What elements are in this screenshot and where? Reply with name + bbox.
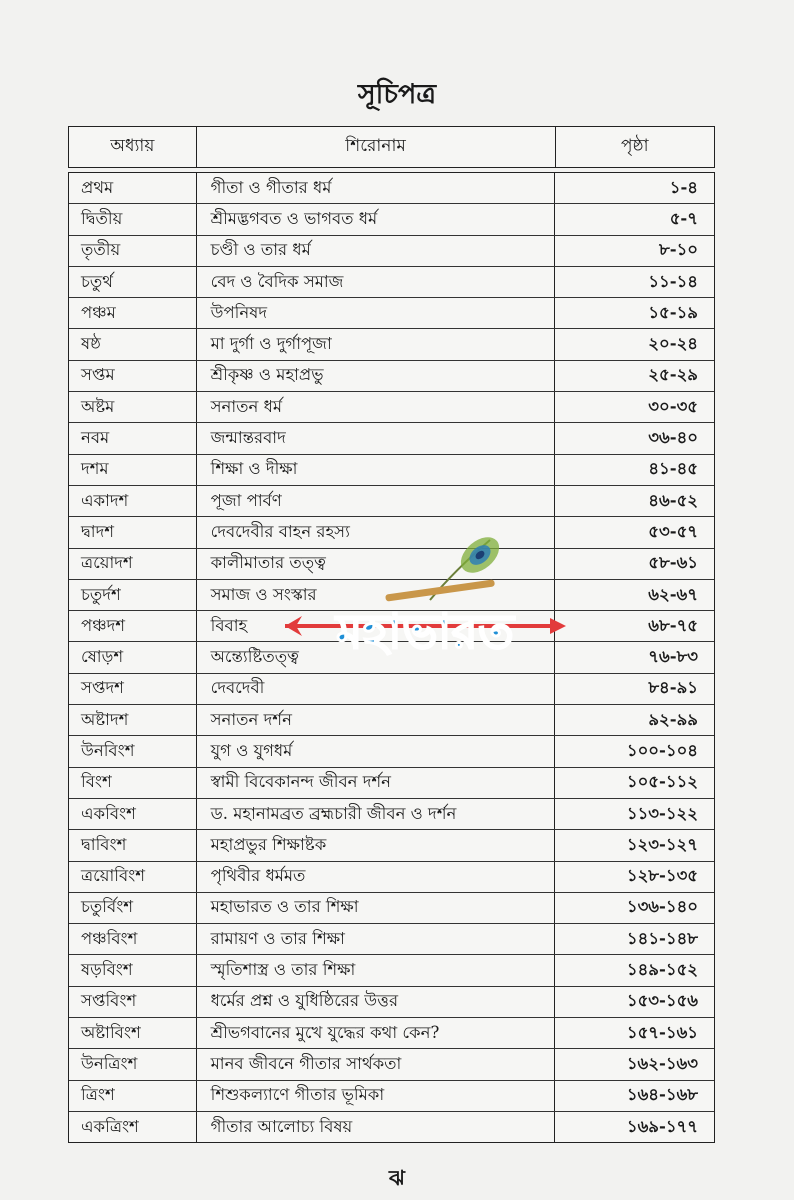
table-row	[69, 923, 714, 954]
chapter-cell: দ্বাবিংশ	[81, 834, 127, 854]
table-row	[69, 767, 714, 798]
table-row	[69, 422, 714, 453]
heading-cell: যুগ ও যুগধর্ম	[196, 736, 555, 766]
heading-cell: কালীমাতার তত্ত্ব	[196, 549, 555, 579]
page-range-cell: ১৪৯-১৫২	[554, 955, 714, 985]
heading-cell: মা দুর্গা ও দুর্গাপূজা	[196, 329, 555, 359]
chapter-cell: উনবিংশ	[81, 740, 135, 760]
page-title: সূচিপত্র	[357, 79, 437, 110]
table-row	[69, 235, 714, 266]
heading-cell: ড. মহানামব্রত ব্রহ্মচারী জীবন ও দর্শন	[196, 799, 555, 829]
chapter-cell: প্রথম	[81, 177, 114, 197]
watermark-text: মহাভারত	[336, 604, 514, 660]
page-range-cell: ৬৮-৭৫	[554, 611, 714, 641]
chapter-cell: পঞ্চবিংশ	[81, 928, 138, 948]
table-row	[69, 1017, 714, 1048]
heading-cell: শিক্ষা ও দীক্ষা	[196, 455, 555, 485]
page-range-cell: ১৬২-১৬৩	[554, 1049, 714, 1079]
heading-cell: উপনিষদ	[196, 298, 555, 328]
heading-cell: জন্মান্তরবাদ	[196, 423, 555, 453]
toc-header	[68, 126, 715, 168]
chapter-cell: পঞ্চদশ	[81, 615, 126, 635]
heading-cell: মানব জীবনে গীতার সার্থকতা	[196, 1049, 555, 1079]
chapter-cell: উনত্রিংশ	[81, 1053, 138, 1073]
chapter-cell: ষষ্ঠ	[81, 334, 101, 354]
page-range-cell: ১১-১৪	[554, 267, 714, 297]
page-range-cell: ১০৫-১১২	[554, 768, 714, 798]
page-range-cell: ১-৪	[554, 173, 714, 203]
heading-cell: গীতার আলোচ্য বিষয়	[196, 1112, 555, 1142]
chapter-cell: তৃতীয়	[81, 240, 121, 260]
page-number-letter: ঝ	[389, 1165, 405, 1190]
table-row	[69, 391, 714, 422]
page-range-cell: ৭৬-৮৩	[554, 642, 714, 672]
page-range-cell: ১৬৯-১৭৭	[554, 1112, 714, 1142]
page-range-cell: ৪১-৪৫	[554, 455, 714, 485]
table-row	[69, 266, 714, 297]
heading-cell: সনাতন দর্শন	[196, 705, 555, 735]
page-range-cell: ৫-৭	[554, 204, 714, 234]
chapter-cell: ত্রিংশ	[81, 1085, 115, 1105]
chapter-cell: পঞ্চম	[81, 302, 116, 322]
toc-body	[68, 172, 715, 1143]
table-row	[69, 1080, 714, 1111]
heading-cell: রামায়ণ ও তার শিক্ষা	[196, 924, 555, 954]
heading-cell: বিবাহ	[196, 611, 555, 641]
page-range-cell: ২৫-২৯	[554, 361, 714, 391]
chapter-cell: অষ্টম	[81, 396, 115, 416]
heading-cell: শ্রীভগবানের মুখে যুদ্ধের কথা কেন?	[196, 1018, 555, 1048]
table-row	[69, 328, 714, 359]
chapter-cell: চতুর্দশ	[81, 584, 121, 604]
chapter-cell: দ্বিতীয়	[81, 208, 123, 228]
page-range-cell: ২০-২৪	[554, 329, 714, 359]
table-row	[69, 297, 714, 328]
chapter-cell: দশম	[81, 459, 109, 479]
page-range-cell: ১৬৪-১৬৮	[554, 1081, 714, 1111]
page-range-cell: ১৩৬-১৪০	[554, 893, 714, 923]
chapter-cell: একবিংশ	[81, 803, 136, 823]
heading-cell: মহাভারত ও তার শিক্ষা	[196, 893, 555, 923]
heading-cell: স্মৃতিশাস্ত্র ও তার শিক্ষা	[196, 955, 555, 985]
table-row	[69, 610, 714, 641]
page-range-cell: ৩৬-৪০	[554, 423, 714, 453]
page-range-cell: ১২৩-১২৭	[554, 830, 714, 860]
heading-cell: শ্রীকৃষ্ণ ও মহাপ্রভু	[196, 361, 555, 391]
chapter-cell: নবম	[81, 428, 110, 448]
heading-cell: পৃথিবীর ধর্মমত	[196, 862, 555, 892]
page-range-cell: ১০০-১০৪	[554, 736, 714, 766]
page-range-cell: ৫৮-৬১	[554, 549, 714, 579]
page-range-cell: ১২৮-১৩৫	[554, 862, 714, 892]
chapter-cell: সপ্তদশ	[81, 678, 124, 698]
chapter-cell: চতুর্থ	[81, 271, 113, 291]
table-row	[69, 861, 714, 892]
heading-cell: অন্ত্যেষ্টিতত্ত্ব	[196, 642, 555, 672]
table-row	[69, 516, 714, 547]
table-row	[69, 454, 714, 485]
page-range-cell: ৬২-৬৭	[554, 580, 714, 610]
chapter-cell: চতুর্বিংশ	[81, 897, 134, 917]
page-range-cell: ১৫৩-১৫৬	[554, 987, 714, 1017]
heading-cell: গীতা ও গীতার ধর্ম	[196, 173, 555, 203]
heading-cell: মহাপ্রভুর শিক্ষাষ্টক	[196, 830, 555, 860]
table-row	[69, 1048, 714, 1079]
page-range-cell: ৮৪-৯১	[554, 674, 714, 704]
heading-cell: বেদ ও বৈদিক সমাজ	[196, 267, 555, 297]
table-row	[69, 704, 714, 735]
page-range-cell: ৩০-৩৫	[554, 392, 714, 422]
table-row	[69, 485, 714, 516]
heading-cell: দেবদেবী	[196, 674, 555, 704]
chapter-cell: বিংশ	[81, 772, 112, 792]
page-range-cell: ১৪১-১৪৮	[554, 924, 714, 954]
chapter-cell: একাদশ	[81, 490, 129, 510]
table-row	[69, 954, 714, 985]
heading-cell: দেবদেবীর বাহন রহস্য	[196, 517, 555, 547]
page-range-cell: ১৫৭-১৬১	[554, 1018, 714, 1048]
page-range-cell: ১১৩-১২২	[554, 799, 714, 829]
heading-cell: শ্রীমদ্ভগবত ও ভাগবত ধর্ম	[196, 204, 555, 234]
heading-cell: চণ্ডী ও তার ধর্ম	[196, 236, 555, 266]
page-range-cell: ১৫-১৯	[554, 298, 714, 328]
chapter-cell: দ্বাদশ	[81, 521, 115, 541]
heading-cell: পূজা পার্বণ	[196, 486, 555, 516]
chapter-cell: অষ্টাদশ	[81, 709, 129, 729]
table-row	[69, 829, 714, 860]
table-row	[69, 735, 714, 766]
table-row	[69, 798, 714, 829]
table-row	[69, 892, 714, 923]
header-chapter: অধ্যায়	[110, 136, 155, 156]
page-range-cell: ৪৬-৫২	[554, 486, 714, 516]
chapter-cell: সপ্তম	[81, 365, 115, 385]
table-row	[69, 986, 714, 1017]
chapter-cell: একত্রিংশ	[81, 1116, 139, 1136]
heading-cell: সনাতন ধর্ম	[196, 392, 555, 422]
heading-cell: সমাজ ও সংস্কার	[196, 580, 555, 610]
chapter-cell: ত্রয়োবিংশ	[81, 866, 146, 886]
table-row	[69, 579, 714, 610]
page-range-cell: ৫৩-৫৭	[554, 517, 714, 547]
chapter-cell: ষড়বিংশ	[81, 960, 133, 980]
heading-cell: স্বামী বিবেকানন্দ জীবন দর্শন	[196, 768, 555, 798]
chapter-cell: অষ্টাবিংশ	[81, 1022, 141, 1042]
header-page: পৃষ্ঠা	[555, 127, 715, 167]
table-row	[69, 548, 714, 579]
table-row	[69, 673, 714, 704]
chapter-cell: ত্রয়োদশ	[81, 553, 133, 573]
header-heading: শিরোনাম	[196, 127, 555, 167]
table-row	[69, 641, 714, 672]
page-range-cell: ৮-১০	[554, 236, 714, 266]
table-row	[69, 173, 714, 203]
table-row	[69, 1111, 714, 1142]
table-row	[69, 360, 714, 391]
chapter-cell: সপ্তবিংশ	[81, 991, 137, 1011]
table-row	[69, 203, 714, 234]
page-range-cell: ৯২-৯৯	[554, 705, 714, 735]
chapter-cell: ষোড়শ	[81, 647, 124, 667]
heading-cell: ধর্মের প্রশ্ন ও যুধিষ্ঠিরের উত্তর	[196, 987, 555, 1017]
heading-cell: শিশুকল্যাণে গীতার ভূমিকা	[196, 1081, 555, 1111]
